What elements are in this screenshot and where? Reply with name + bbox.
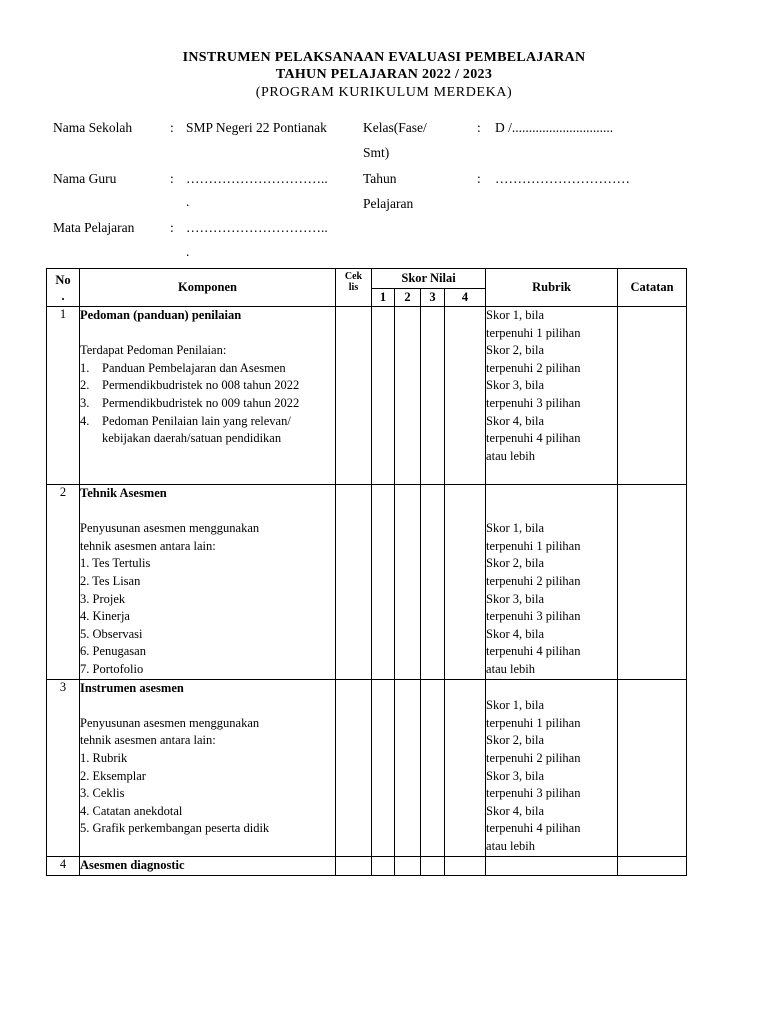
rubric-line: terpenuhi 2 pilihan [486,573,581,588]
rubric-line: Skor 4, bila [486,626,545,641]
list-item: 2. Permendikbudristek no 008 tahun 2022 [80,378,300,393]
class-value: D /.............................. [495,120,614,135]
component-intro: tehnik asesmen antara lain: [80,538,216,553]
score-3-cell[interactable] [421,679,445,856]
rubric-line: terpenuhi 1 pilihan [486,715,581,730]
rubric-line: Skor 2, bila [486,556,545,571]
score-4-cell[interactable] [445,485,486,680]
component-cell [80,856,336,875]
table-row [47,856,687,875]
score-1-cell[interactable] [372,307,395,485]
rubric-line: terpenuhi 3 pilihan [486,609,581,624]
evaluation-table [46,268,687,876]
list-item: 3. Permendikbudristek no 009 tahun 2022 [80,395,300,410]
ceklis-cell[interactable] [336,307,372,485]
rubric-line: terpenuhi 1 pilihan [486,325,581,340]
teacher-value: ………………………….. [186,171,328,186]
score-3-cell[interactable] [421,307,445,485]
document-year: TAHUN PELAJARAN 2022 / 2023 [275,67,493,82]
list-item: 1. Tes Tertulis [80,556,151,571]
list-item: 1. Rubrik [80,750,128,765]
row-number: 3 [47,679,80,856]
notes-cell[interactable] [618,679,687,856]
class-colon: : [477,120,481,135]
rubric-line: Skor 3, bila [486,768,545,783]
school-colon: : [170,120,174,135]
ceklis-cell[interactable] [336,856,372,875]
header-rubrik: Rubrik [486,269,618,307]
score-2-cell[interactable] [395,856,421,875]
school-label: Nama Sekolah [53,120,133,135]
notes-cell[interactable] [618,856,687,875]
rubric-line: Skor 4, bila [486,803,545,818]
row-number: 4 [47,856,80,875]
header-ceklis-2: lis [348,282,359,293]
rubric-line: Skor 2, bila [486,733,545,748]
rubric-cell [486,679,618,856]
list-item: 4. Pedoman Penilaian lain yang relevan/ kebijakan daerah/satuan pendidikan [80,413,291,446]
rubric-line: Skor 3, bila [486,378,545,393]
table-row [47,679,687,856]
subject-value: ………………………….. [186,220,328,235]
score-2-cell[interactable] [395,485,421,680]
rubric-cell [486,856,618,875]
score-3-cell[interactable] [421,856,445,875]
list-item: 5. Grafik perkembangan peserta didik [80,821,270,836]
list-item: 4. Catatan anekdotal [80,803,183,818]
teacher-value-cont: . [186,194,190,209]
subject-value-cont: . [186,244,190,259]
list-item: 6. Penugasan [80,644,146,659]
notes-cell[interactable] [618,307,687,485]
rubric-line: terpenuhi 2 pilihan [486,750,581,765]
subject-label: Mata Pelajaran [53,220,135,235]
header-score-4: 4 [445,288,486,307]
rubric-line: terpenuhi 1 pilihan [486,538,581,553]
component-cell [80,679,336,856]
list-item: 4. Kinerja [80,609,130,624]
year-label-cont: Pelajaran [363,196,414,211]
header-ceklis [336,269,372,307]
year-label: Tahun [363,171,397,186]
component-cell [80,307,336,485]
header-ceklis-1: Cek [344,271,363,282]
score-1-cell[interactable] [372,856,395,875]
table-row [47,307,687,485]
header-score-1: 1 [372,288,395,307]
row-number: 1 [47,307,80,485]
school-value: SMP Negeri 22 Pontianak [186,120,327,135]
ceklis-cell[interactable] [336,679,372,856]
component-intro: Terdapat Pedoman Penilaian: [80,343,227,358]
rubric-line: atau lebih [486,838,535,853]
rubric-line: Skor 1, bila [486,308,545,322]
component-title: Tehnik Asesmen [80,486,167,500]
teacher-label: Nama Guru [53,171,117,186]
header-no-text: No [55,272,71,287]
rubric-line: terpenuhi 3 pilihan [486,786,581,801]
score-3-cell[interactable] [421,485,445,680]
rubric-cell [486,485,618,680]
rubric-line: Skor 1, bila [486,698,545,713]
row-number: 2 [47,485,80,680]
notes-cell[interactable] [618,485,687,680]
list-item: 7. Portofolio [80,661,144,676]
year-value: ………………………… [495,171,630,186]
component-intro: Penyusunan asesmen menggunakan [80,521,260,536]
header-no [47,269,80,307]
class-label-cont: Smt) [363,145,390,160]
rubric-line: terpenuhi 4 pilihan [486,821,581,836]
rubric-line: Skor 3, bila [486,591,545,606]
list-item: 1. Panduan Pembelajaran dan Asesmen [80,360,286,375]
component-title: Pedoman (panduan) penilaian [80,308,242,322]
table-row [47,485,687,680]
score-1-cell[interactable] [372,485,395,680]
header-komponen: Komponen [80,269,336,307]
header-score-2: 2 [395,288,421,307]
document-title: INSTRUMEN PELAKSANAAN EVALUASI PEMBELAJARAN [182,50,586,65]
rubric-line: atau lebih [486,661,535,676]
component-title: Instrumen asesmen [80,680,184,695]
list-item: 3. Projek [80,591,126,606]
list-item: 5. Observasi [80,626,143,641]
list-item: 3. Ceklis [80,786,125,801]
header-no-dot: . [61,288,65,303]
year-colon: : [477,171,481,186]
rubric-line: Skor 2, bila [486,343,545,358]
subject-colon: : [170,220,174,235]
score-2-cell[interactable] [395,307,421,485]
component-title: Asesmen diagnostic [80,857,185,872]
rubric-line: terpenuhi 4 pilihan [486,644,581,659]
table-header-row [47,269,687,289]
ceklis-cell[interactable] [336,485,372,680]
list-item: 2. Eksemplar [80,768,146,783]
score-4-cell[interactable] [445,679,486,856]
teacher-colon: : [170,171,174,186]
list-item: 2. Tes Lisan [80,573,141,588]
score-2-cell[interactable] [395,679,421,856]
component-cell [80,485,336,680]
rubric-line: Skor 1, bila [486,521,545,536]
class-label: Kelas(Fase/ [363,120,427,135]
rubric-line: atau lebih [486,448,535,463]
header-catatan: Catatan [618,269,687,307]
rubric-line: terpenuhi 4 pilihan [486,431,581,446]
component-intro: tehnik asesmen antara lain: [80,733,216,748]
component-intro: Penyusunan asesmen menggunakan [80,715,260,730]
header-skor-nilai: Skor Nilai [372,269,486,289]
score-4-cell[interactable] [445,856,486,875]
rubric-line: terpenuhi 3 pilihan [486,395,581,410]
rubric-cell [486,307,618,485]
header-score-3: 3 [421,288,445,307]
score-1-cell[interactable] [372,679,395,856]
rubric-line: terpenuhi 2 pilihan [486,360,581,375]
score-4-cell[interactable] [445,307,486,485]
component-list [80,360,335,448]
document-program: (PROGRAM KURIKULUM MERDEKA) [255,85,513,100]
rubric-line: Skor 4, bila [486,413,545,428]
